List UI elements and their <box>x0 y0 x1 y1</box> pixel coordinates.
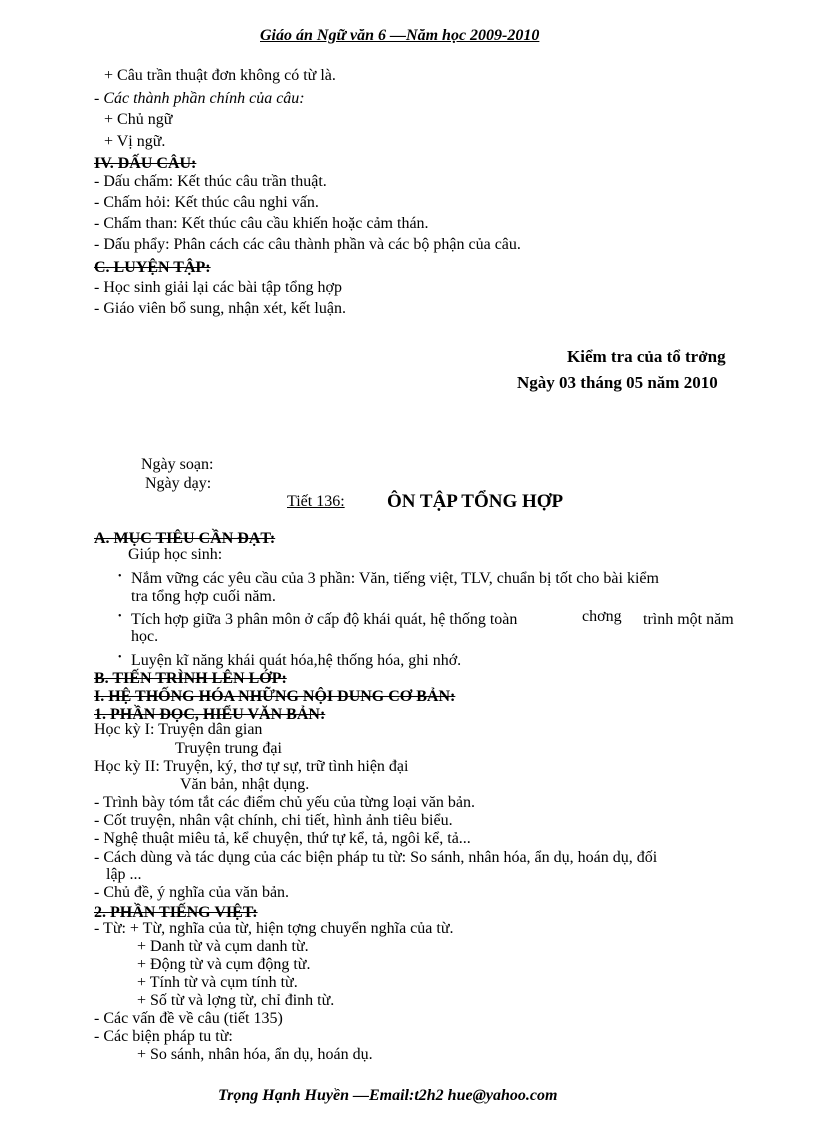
section-heading: 2. PHẦN TIẾNG VIỆT: <box>94 904 258 921</box>
ngay-soan: Ngày soạn: <box>141 456 214 473</box>
text-line: - Trình bày tóm tắt các điểm chủ yếu của từng loại văn bản. <box>94 794 476 811</box>
bullet-text: Luyện kĩ năng khái quát hóa,hệ thống hóa, ghi nhớ. <box>131 652 462 669</box>
text-line: + Tính từ và cụm tính từ. <box>137 974 298 991</box>
text-line: - Các biện pháp tu từ: <box>94 1028 233 1045</box>
page-footer: Trọng Hạnh Huyền —Email:t2h2 hue@yahoo.com <box>218 1087 558 1104</box>
text-line: - Các thành phần chính của câu: <box>94 90 305 107</box>
lesson-title: ÔN TẬP TỔNG HỢP <box>387 491 564 512</box>
bullet-text: trình một năm <box>643 611 734 628</box>
text-line: + Vị ngữ. <box>104 133 166 150</box>
text-line: + Động từ và cụm động từ. <box>137 956 311 973</box>
section-heading: C. LUYỆN TẬP: <box>94 259 211 276</box>
bullet-text: chơng <box>582 608 622 625</box>
text-line: + Số từ và lợng từ, chỉ đinh từ. <box>137 992 335 1009</box>
section-heading: I. HỆ THỐNG HÓA NHỮNG NỘI DUNG CƠ BẢN: <box>94 688 456 705</box>
text-line: - Chấm hỏi: Kết thúc câu nghi vấn. <box>94 194 319 211</box>
text-line: - Chủ đề, ý nghĩa của văn bản. <box>94 884 290 901</box>
text-line: lập ... <box>106 866 142 883</box>
bullet-text: học. <box>131 628 159 645</box>
text-line: - Học sinh giải lại các bài tập tổng hợp <box>94 279 342 296</box>
text-line: + So sánh, nhân hóa, ẩn dụ, hoán dụ. <box>137 1046 373 1063</box>
bullet-icon: • <box>118 652 122 663</box>
section-heading: 1. PHẦN ĐỌC, HIỂU VĂN BẢN: <box>94 706 326 723</box>
section-heading: B. TIẾN TRÌNH LÊN LỚP: <box>94 670 287 687</box>
ngay-day: Ngày dạy: <box>145 475 212 492</box>
page-header: Giáo án Ngữ văn 6 —Năm học 2009-2010 <box>260 27 540 44</box>
text-line: - Cách dùng và tác dụng của các biện pháp tu từ: So sánh, nhân hóa, ẩn dụ, hoán dụ, đối <box>94 849 658 866</box>
text-line: Giúp học sinh: <box>128 546 223 563</box>
text-line: - Dấu phẩy: Phân cách các câu thành phần và các bộ phận của câu. <box>94 236 521 253</box>
text-line: + Chủ ngữ <box>104 111 173 128</box>
text-line: Truyện trung đại <box>175 740 282 757</box>
bullet-text: Tích hợp giữa 3 phân môn ở cấp độ khái quát, hệ thống toàn <box>131 611 518 628</box>
bullet-icon: • <box>118 571 122 582</box>
text-line: - Nghệ thuật miêu tả, kể chuyện, thứ tự kể, tả, ngôi kể, tả... <box>94 830 471 847</box>
bullet-text: Nắm vững các yêu cầu của 3 phần: Văn, tiếng việt, TLV, chuẩn bị tốt cho bài kiểm <box>131 570 659 587</box>
text-line: Văn bản, nhật dụng. <box>180 776 310 793</box>
text-line: + Câu trần thuật đơn không có từ là. <box>104 67 336 84</box>
text-line: - Từ: + Từ, nghĩa của từ, hiện tợng chuyển nghĩa của từ. <box>94 920 454 937</box>
bullet-icon: • <box>118 611 122 622</box>
signature-title: Kiểm tra của tổ trởng <box>567 347 726 366</box>
text-line: - Dấu chấm: Kết thúc câu trần thuật. <box>94 173 327 190</box>
text-line: + Danh từ và cụm danh từ. <box>137 938 309 955</box>
bullet-text: tra tổng hợp cuối năm. <box>131 588 276 605</box>
text-line: - Chấm than: Kết thúc câu cầu khiến hoặc cảm thán. <box>94 215 429 232</box>
tiet-number: Tiết 136: <box>287 493 345 510</box>
text-line: - Cốt truyện, nhân vật chính, chi tiết, hình ảnh tiêu biểu. <box>94 812 453 829</box>
section-heading: A. MỤC TIÊU CẦN ĐẠT: <box>94 530 276 547</box>
text-line: Học kỳ I: Truyện dân gian <box>94 721 263 738</box>
text-line: Học kỳ II: Truyện, ký, thơ tự sự, trữ tình hiện đại <box>94 758 409 775</box>
text-line: - Giáo viên bổ sung, nhận xét, kết luận. <box>94 300 346 317</box>
text-line: - Các vấn đề về câu (tiết 135) <box>94 1010 283 1027</box>
signature-date: Ngày 03 tháng 05 năm 2010 <box>517 373 718 392</box>
section-heading: IV. DẤU CÂU: <box>94 155 197 172</box>
